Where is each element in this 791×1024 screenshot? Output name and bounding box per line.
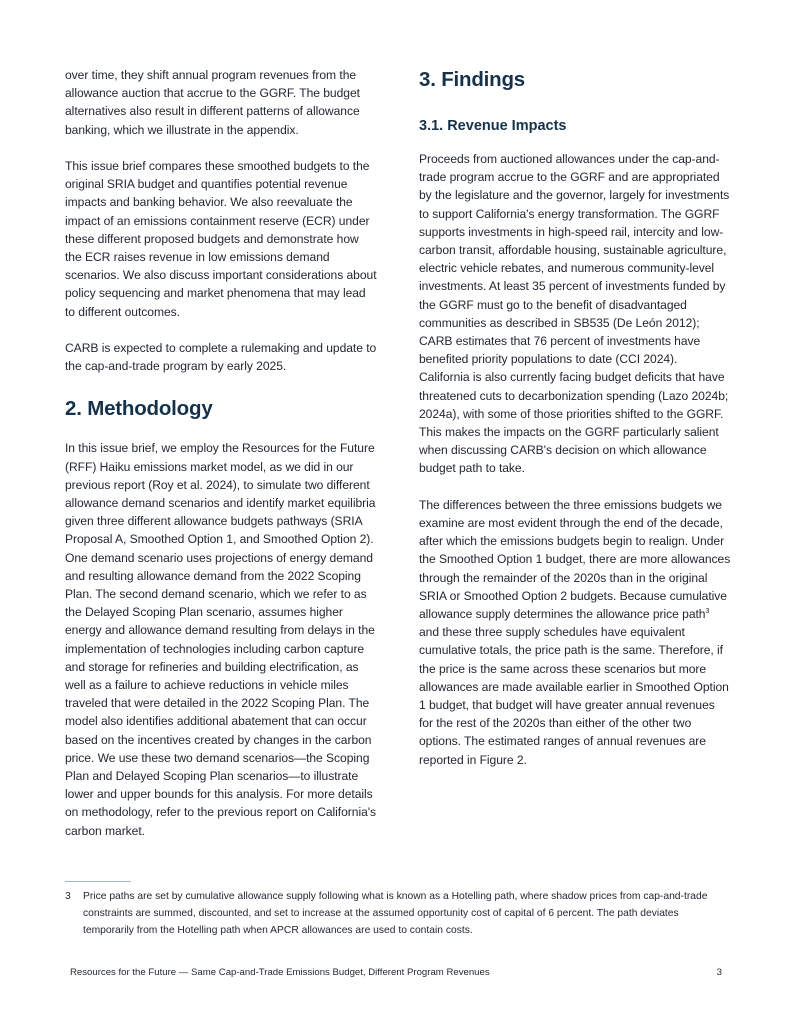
paragraph-text: and these three supply schedules have equivalent cumulative totals, the price path is the same. Therefore, if the price is the same across these scenarios but more allowances are made available earlier in Smoothed Option 1 budget, that budget will have greater annual revenues for the rest of the 2020s than either of the other two options. The estimated ranges of annual revenues are reported in Figure 2. [419,625,729,767]
right-column [419,66,731,769]
page-number: 3 [716,967,722,978]
footnote-reference[interactable]: 3 [705,608,710,616]
body-paragraph: CARB is expected to complete a rulemaking and update to the cap-and-trade program by early 2025. [65,341,377,374]
body-paragraph [419,496,731,769]
footnote-divider [65,881,131,882]
footer-title: Resources for the Future — Same Cap-and-Trade Emissions Budget, Different Program Revenues [70,967,490,978]
footnote [65,888,730,940]
body-paragraph: over time, they shift annual program revenues from the allowance auction that accrue to the GGRF. The budget alternatives also result in different patterns of allowance banking, which we illustrate in the appendix. [65,68,360,137]
page-footer [70,967,722,978]
body-paragraph: This issue brief compares these smoothed budgets to the original SRIA budget and quantifies potential revenue impacts and banking behavior. We also reevaluate the impact of an emissions containment reserve (ECR) under these different proposed budgets and demonstrate how the ECR raises revenue in low emissions demand scenarios. We also discuss important considerations about policy sequencing and market phenomena that may lead to different outcomes. [65,159,377,319]
paragraph-text: The differences between the three emissions budgets we examine are most evident through the end of the decade, after which the emissions budgets begin to realign. Under the Smoothed Option 1 budget, there are more allowances through the remainder of the 2020s than in the original SRIA or Smoothed Option 2 budgets. Because cumulative allowance supply determines the allowance price path [419,497,731,622]
left-column [65,66,377,840]
footnote-number: 3 [65,891,71,902]
methodology-heading: 2. Methodology [65,397,213,421]
body-paragraph: In this issue brief, we employ the Resources for the Future (RFF) Haiku emissions market model, as we did in our previous report (Roy et al. 2024), to simulate two different allowance demand scenarios and identify market equilibria given three different allowance budgets pathways (SRIA Proposal A, Smoothed Option 1, and Smoothed Option 2). One demand scenario uses projections of energy demand and resulting allowance demand from the 2022 Scoping Plan. The second demand scenario, which we refer to as the Delayed Scoping Plan scenario, assumes higher energy and allowance demand resulting from delays in the implementation of technologies including carbon capture and storage for refineries and building electrification, as well as a failure to achieve reductions in vehicle miles traveled that were detailed in the 2022 Scoping Plan. The model also identifies additional abatement that can occur based on the incentives created by changes in the carbon price. We use these two demand scenarios—the Scoping Plan and Delayed Scoping Plan scenarios—to illustrate lower and upper bounds for this analysis. For more details on methodology, refer to the previous report on California's carbon market. [65,441,377,838]
body-paragraph: Proceeds from auctioned allowances under the cap-and-trade program accrue to the GGRF and are appropriated by the legislature and the governor, largely for investments to support California's energy transformation. The GGRF supports investments in high-speed rail, intercity and low-carbon transit, affordable housing, sustainable agriculture, electric vehicle rebates, and numerous community-level investments. At least 35 percent of investments funded by the GGRF must go to the benefit of disadvantaged communities as described in SB535 (De León 2012); CARB estimates that 76 percent of investments have benefited priority populations to date (CCI 2024). California is also currently facing budget deficits that have threatened cuts to decarbonization spending (Lazo 2024b; 2024a), with some of those priorities shifted to the GGRF. This makes the impacts on the GGRF particularly salient when discussing CARB's decision on which allowance budget path to take. [419,152,730,476]
footnote-text: Price paths are set by cumulative allowance supply following what is known as a Hotelling path, where shadow prices from cap-and-trade constraints are summed, discounted, and set to increase at the assumed opportunity cost of capital of 6 percent. The path deviates temporarily from the Hotelling path when APCR allowances are used to contain costs. [83,891,708,937]
revenue-impacts-heading: 3.1. Revenue Impacts [419,118,567,134]
findings-heading: 3. Findings [419,68,525,91]
